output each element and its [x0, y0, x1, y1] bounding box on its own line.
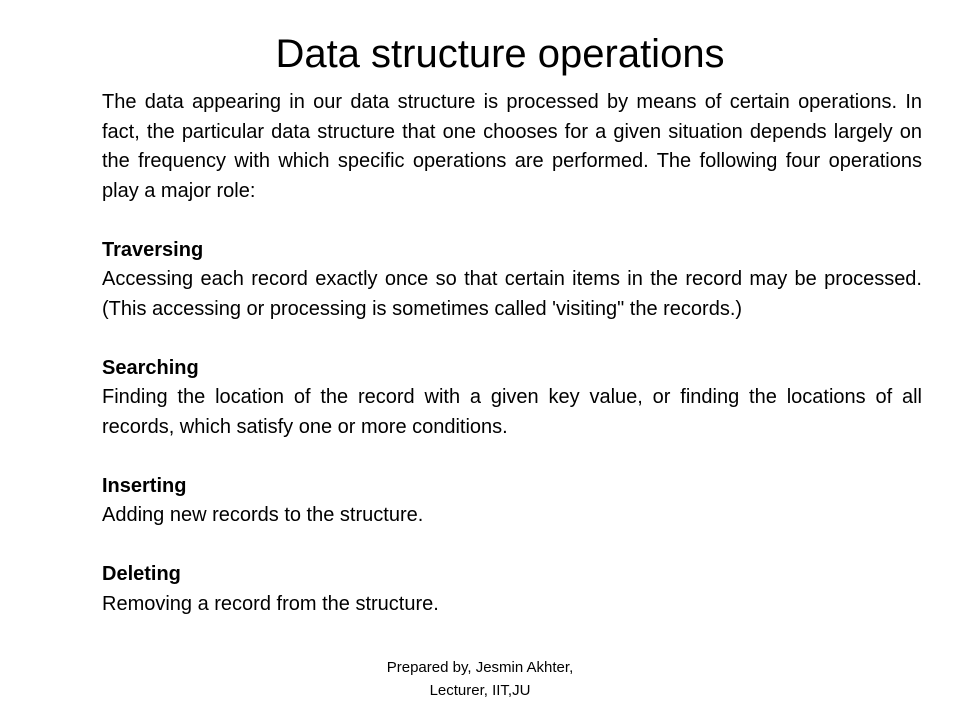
section-body: Accessing each record exactly once so that certain items in the record may be processed. (This accessing or processing is sometimes called 'visiting" the records.) — [102, 268, 922, 320]
section-body: Finding the location of the record with a given key value, or finding the locations of all records, which satisfy one or more conditions. — [102, 386, 922, 438]
section-inserting — [102, 472, 922, 531]
section-heading: Inserting — [102, 474, 187, 497]
footer-affiliation-line: Lecturer, IIT,JU — [429, 682, 531, 699]
section-traversing — [102, 236, 922, 325]
intro-paragraph: The data appearing in our data structure is processed by means of certain operations. In fact, the particular data structure that one chooses for a given situation depends largely on the frequency with which specific operations are performed. The following four operations play a major role: — [102, 91, 922, 202]
section-heading: Traversing — [102, 238, 204, 261]
section-searching — [102, 354, 922, 443]
section-heading: Searching — [102, 356, 199, 379]
section-body: Removing a record from the structure. — [102, 592, 439, 615]
slide-title: Data structure operations — [275, 32, 725, 76]
footer-author-line: Prepared by, Jesmin Akhter, — [386, 659, 574, 676]
section-deleting — [102, 560, 922, 619]
slide-content — [102, 88, 922, 619]
slide-footer — [350, 656, 610, 702]
section-body: Adding new records to the structure. — [102, 504, 424, 526]
section-heading: Deleting — [102, 563, 181, 585]
